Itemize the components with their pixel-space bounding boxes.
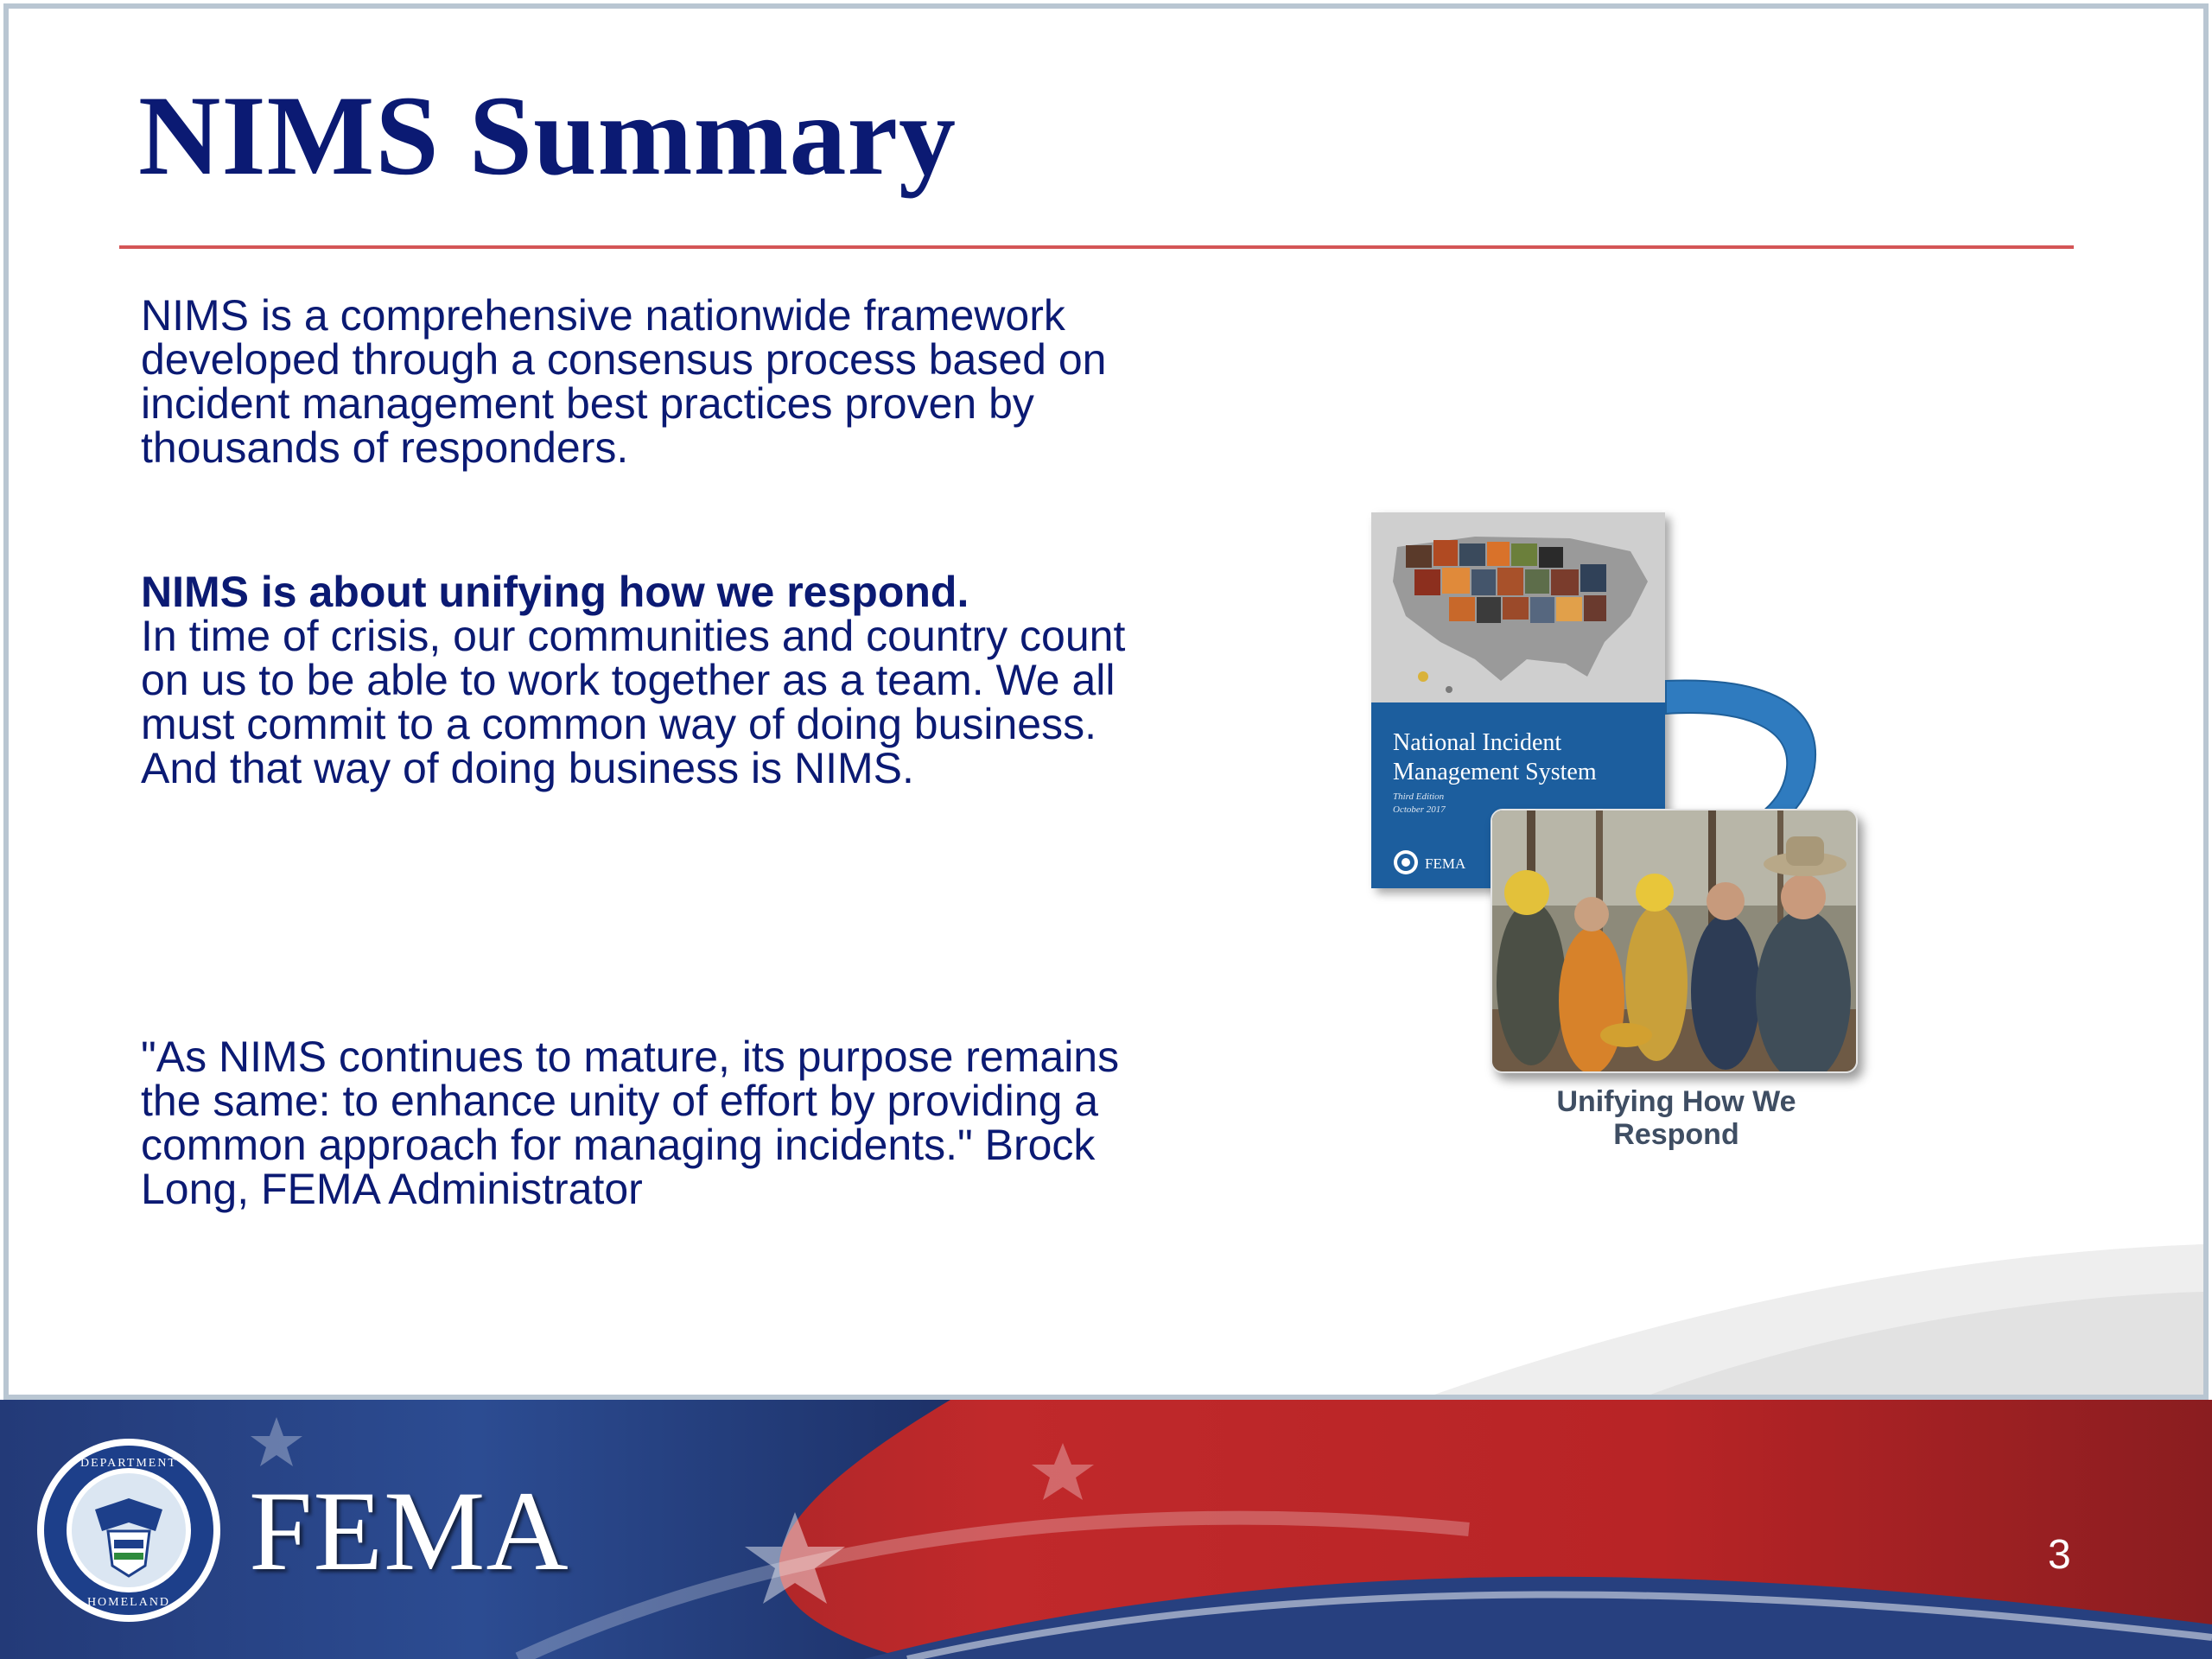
page-title: NIMS Summary (138, 72, 957, 199)
nims-figure (1365, 508, 1866, 1156)
page-number: 3 (2048, 1532, 2071, 1578)
dhs-seal-logo (35, 1436, 223, 1624)
intro-paragraph: NIMS is a comprehensive nationwide framework developed through a consensus process based on incident management best practices proven by thousands of responders. (141, 291, 1107, 472)
responders-photo (1491, 809, 1858, 1073)
figure-caption: Unifying How We Respond (1556, 1085, 1796, 1151)
slide-frame (3, 3, 2209, 1400)
cover-edition-label: Third Edition (1393, 791, 1445, 802)
unify-lead: NIMS is about unifying how we respond. (141, 568, 969, 616)
cover-agency: FEMA (1425, 855, 1466, 872)
title-divider (119, 245, 2074, 249)
fema-wordmark: FEMA (249, 1467, 569, 1594)
cover-title: National Incident Management System (1393, 729, 1597, 785)
svg-text:HOMELAND: HOMELAND (86, 1596, 171, 1609)
quote-paragraph: "As NIMS continues to mature, its purpose remains the same: to enhance unity of effort by providing a common approach for managing incidents." Brock Long, FEMA Administrator (141, 1033, 1120, 1213)
cover-date: October 2017 (1393, 804, 1446, 815)
unify-paragraph (141, 570, 1135, 791)
responders-photo-image (1492, 810, 1858, 1073)
svg-text:DEPARTMENT: DEPARTMENT (80, 1457, 177, 1470)
unify-body: In time of crisis, our communities and country count on us to be able to work together as a team. We all must commit to a common way of doing business. And that way of doing business is NIMS. (141, 612, 1126, 792)
